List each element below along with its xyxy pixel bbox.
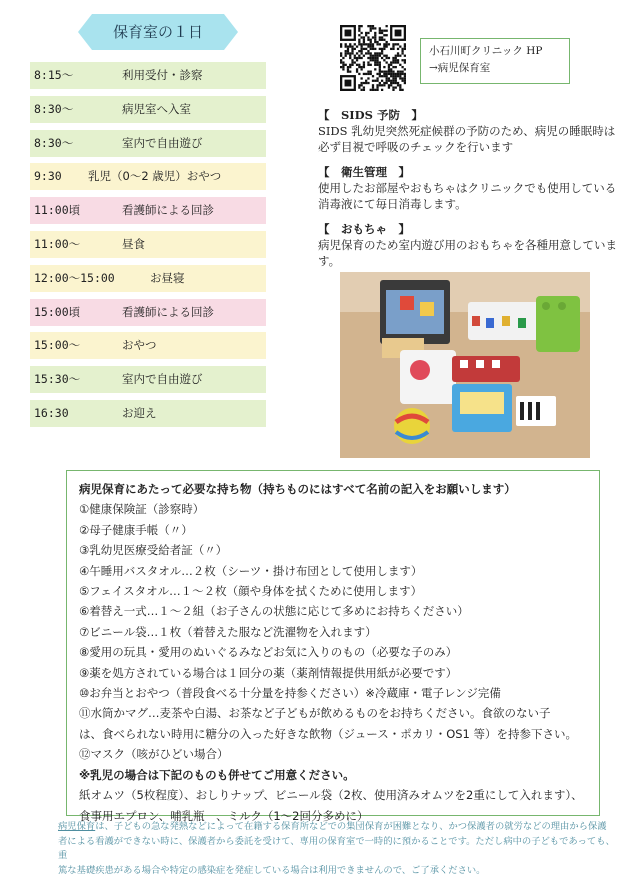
items-heading: 病児保育にあたって必要な持ち物（持ちものにはすべて名前の記入をお願いします） xyxy=(79,482,516,496)
item-line: は、食べられない時用に糖分の入った好きな飲物（ジュース・ポカリ・OS1 等）を持参下さい。 xyxy=(79,726,578,741)
schedule-activity: 乳児（0～2 歳児）おやつ xyxy=(88,169,222,184)
schedule-time: 12:00～15:00 xyxy=(34,270,115,285)
schedule-row xyxy=(30,163,266,190)
schedule-activity: お昼寝 xyxy=(150,270,185,285)
schedule-time: 8:30～ xyxy=(34,135,74,150)
schedule-time: 11:00～ xyxy=(34,236,81,251)
schedule-activity: お迎え xyxy=(122,405,157,420)
info-body-toys: 病児保育のため室内遊び用のおもちゃを各種用意しています。 xyxy=(318,238,617,268)
schedule-activity: 昼食 xyxy=(122,236,145,251)
item-line: ⑩お弁当とおやつ（普段食べる十分量を持参ください）※冷蔵庫・電子レンジ完備 xyxy=(79,686,501,701)
schedule-activity: 看護師による回診 xyxy=(122,304,214,319)
toys-photo xyxy=(340,272,590,458)
item-line: ⑥着替え一式…１～２組（お子さんの状態に応じて多めにお持ちください） xyxy=(79,604,469,619)
info-heading-hygiene: 【 衛生管理 】 xyxy=(318,165,410,179)
hp-line-1: 小石川町クリニック HP xyxy=(429,45,543,57)
schedule-row xyxy=(30,62,266,89)
page-title: 保育室の１日 xyxy=(112,23,203,41)
item-line: 紙オムツ（5枚程度）、おしりナップ、ビニール袋（2枚、使用済みオムツを2重にして入れます）、 xyxy=(79,788,583,803)
schedule-row xyxy=(30,366,266,393)
schedule-time: 8:30～ xyxy=(34,101,74,116)
schedule-time: 16:30 xyxy=(34,405,69,420)
footer-line-1: は、子どもの急な発熱などによって在籍する保育所などでの集団保育が困難となり、かつ保護者の就労などの理由から保護 xyxy=(95,821,607,832)
info-body-sids: SIDS 乳幼児突然死症候群の予防のため、病児の睡眠時は必ず目視で呼吸のチェックを行います xyxy=(318,124,616,154)
item-line: ④午睡用バスタオル…２枚（シーツ・掛け布団として使用します） xyxy=(79,563,423,578)
footer-term: 病児保育 xyxy=(58,821,96,832)
item-line: ⑫マスク（咳がひどい場合） xyxy=(79,747,229,762)
info-body-hygiene: 使用したお部屋やおもちゃはクリニックでも使用している消毒液にて毎日消毒します。 xyxy=(318,181,617,211)
schedule-row xyxy=(30,299,266,326)
item-line: ①健康保険証（診察時） xyxy=(79,502,205,517)
schedule-activity: 病児室へ入室 xyxy=(122,101,191,116)
title-badge xyxy=(78,14,238,50)
schedule-row xyxy=(30,197,266,224)
info-section xyxy=(318,108,618,279)
schedule-time: 11:00頃 xyxy=(34,203,81,218)
item-line: ⑪水筒かマグ…麦茶や白湯、お茶など子どもが飲めるものをお持ちください。食欲のない子 xyxy=(79,706,551,721)
schedule-time: 15:00～ xyxy=(34,338,81,353)
footer-line-3: 篤な基礎疾患がある場合や特定の感染症を発症している場合は利用できませんので、ご了承ください。 xyxy=(58,864,486,876)
schedule-row xyxy=(30,96,266,123)
schedule-activity: 室内で自由遊び xyxy=(122,135,203,150)
schedule-time: 15:30～ xyxy=(34,372,81,387)
hp-line-2: →病児保育室 xyxy=(429,62,491,74)
daily-schedule xyxy=(30,62,266,434)
footer-note xyxy=(58,820,618,878)
schedule-row xyxy=(30,265,266,292)
item-line: ②母子健康手帳（〃） xyxy=(79,522,193,537)
schedule-time: 15:00頃 xyxy=(34,304,81,319)
item-line: ⑦ビニール袋…１枚（着替えた服など洗濯物を入れます） xyxy=(79,624,377,639)
schedule-activity: おやつ xyxy=(122,338,157,353)
schedule-time: 8:15～ xyxy=(34,68,74,82)
schedule-row xyxy=(30,400,266,427)
item-line: ⑧愛用の玩具・愛用のぬいぐるみなどお気に入りのもの（必要な子のみ） xyxy=(79,645,458,660)
qr-code xyxy=(340,25,406,91)
schedule-activity: 利用受付・診察 xyxy=(122,68,203,82)
info-heading-sids: 【 SIDS 予防 】 xyxy=(318,108,423,122)
item-line: ※乳児の場合は下記のものも併せてご用意ください。 xyxy=(79,767,355,782)
hp-link-box xyxy=(420,38,570,84)
item-line: ⑨薬を処方されている場合は１回分の薬（薬剤情報提供用紙が必要です） xyxy=(79,665,458,680)
schedule-activity: 室内で自由遊び xyxy=(122,372,203,387)
schedule-activity: 看護師による回診 xyxy=(122,203,214,218)
items-box xyxy=(66,470,600,823)
item-line: ⑤フェイスタオル…１～２枚（顔や身体を拭くために使用します） xyxy=(79,584,423,599)
schedule-row xyxy=(30,130,266,157)
schedule-row xyxy=(30,332,266,359)
schedule-time: 9:30 xyxy=(34,169,62,184)
item-line: 食事用エプロン、哺乳瓶 、ミルク（1～2回分多めに） xyxy=(79,808,369,823)
schedule-row xyxy=(30,231,266,258)
item-line: ③乳幼児医療受給者証（〃） xyxy=(79,543,228,558)
footer-line-2: 者による看護ができない時に、保護者から委託を受けて、専用の保育室で一時的に預かることです。ただし病中の子どもであっても、重 xyxy=(58,835,615,861)
info-heading-toys: 【 おもちゃ 】 xyxy=(318,222,410,236)
